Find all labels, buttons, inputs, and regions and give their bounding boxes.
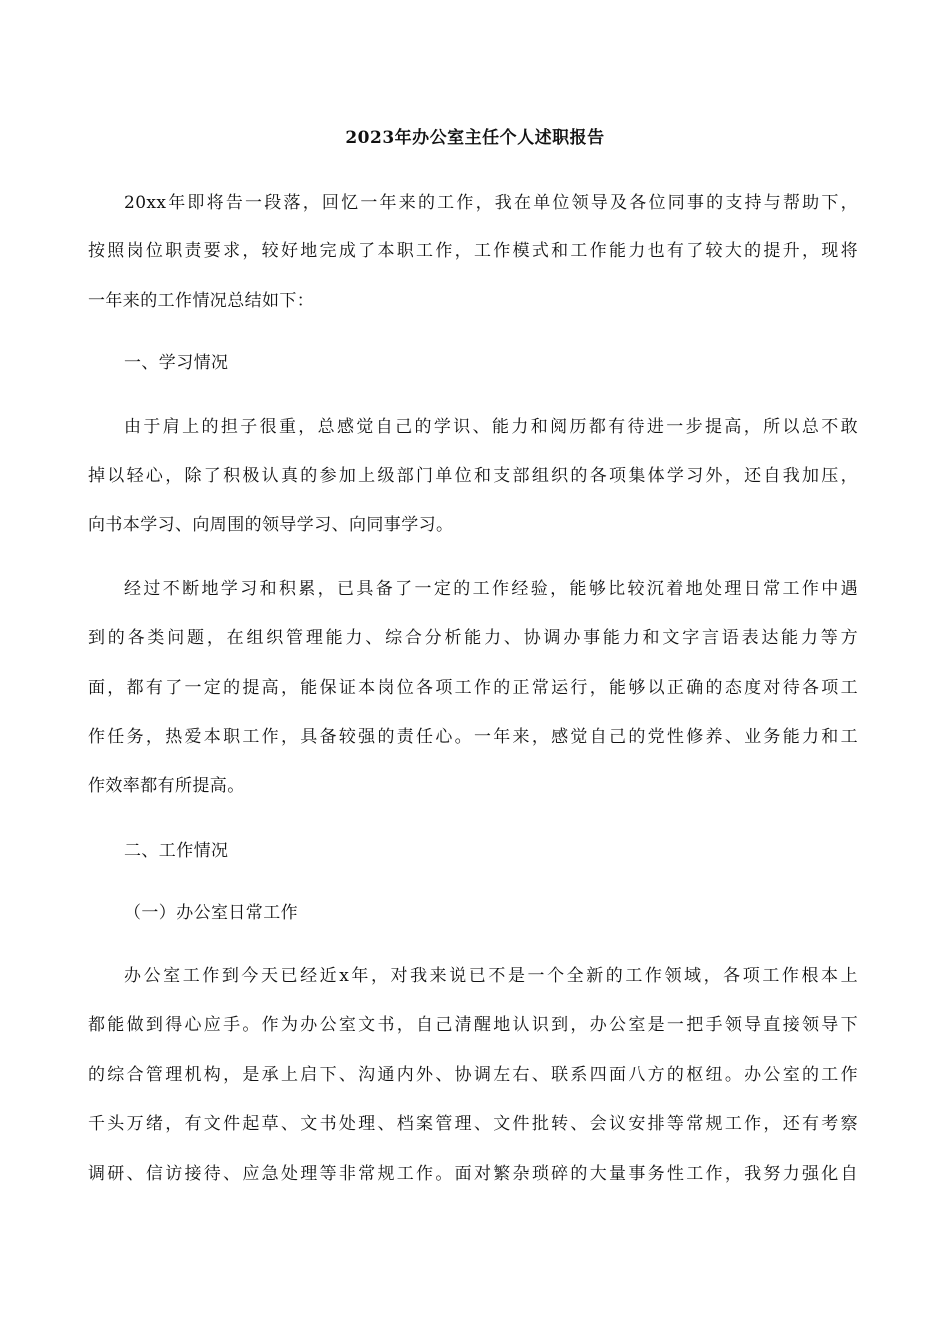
section-2-heading: 二、工作情况: [124, 841, 229, 861]
section-1-para-2-line-1: 经过不断地学习和积累，已具备了一定的工作经验，能够比较沉着地处理日常工作中遇: [124, 579, 858, 599]
section-1-para-1-line-1: 由于肩上的担子很重，总感觉自己的学识、能力和阅历都有待进一步提高，所以总不敢: [124, 417, 858, 437]
section-1-para-2-line-5: 作效率都有所提高。: [88, 776, 245, 796]
section-2-para-1-line-2: 都能做到得心应手。作为办公室文书，自己清醒地认识到，办公室是一把手领导直接领导下: [88, 1015, 858, 1035]
section-1-para-1-line-3: 向书本学习、向周围的领导学习、向同事学习。: [88, 515, 454, 535]
section-2-para-1-line-4: 千头万绪，有文件起草、文书处理、档案管理、文件批转、会议安排等常规工作，还有考察: [88, 1114, 858, 1134]
document-title: 2023年办公室主任个人述职报告: [345, 128, 605, 148]
section-1-para-2-line-3: 面，都有了一定的提高，能保证本岗位各项工作的正常运行，能够以正确的态度对待各项工: [88, 678, 858, 698]
section-2-subheading: （一）办公室日常工作: [124, 903, 298, 923]
section-1-para-2-line-2: 到的各类问题，在组织管理能力、综合分析能力、协调办事能力和文字言语表达能力等方: [88, 628, 858, 648]
section-1-heading: 一、学习情况: [124, 353, 229, 373]
section-2-para-1-line-3: 的综合管理机构，是承上启下、沟通内外、协调左右、联系四面八方的枢纽。办公室的工作: [88, 1065, 858, 1085]
intro-line-3: 一年来的工作情况总结如下：: [88, 291, 315, 311]
section-1-para-2-line-4: 作任务，热爱本职工作，具备较强的责任心。一年来，感觉自己的党性修养、业务能力和工: [88, 727, 858, 747]
section-1-para-1-line-2: 掉以轻心，除了积极认真的参加上级部门单位和支部组织的各项集体学习外，还自我加压，: [88, 466, 858, 486]
section-2-para-1-line-1: 办公室工作到今天已经近x年，对我来说已不是一个全新的工作领域，各项工作根本上: [124, 966, 858, 986]
intro-line-1: 20xx年即将告一段落，回忆一年来的工作，我在单位领导及各位同事的支持与帮助下，: [124, 193, 858, 213]
intro-line-2: 按照岗位职责要求，较好地完成了本职工作，工作模式和工作能力也有了较大的提升，现将: [88, 241, 858, 261]
section-2-para-1-line-5: 调研、信访接待、应急处理等非常规工作。面对繁杂琐碎的大量事务性工作，我努力强化自: [88, 1164, 858, 1184]
